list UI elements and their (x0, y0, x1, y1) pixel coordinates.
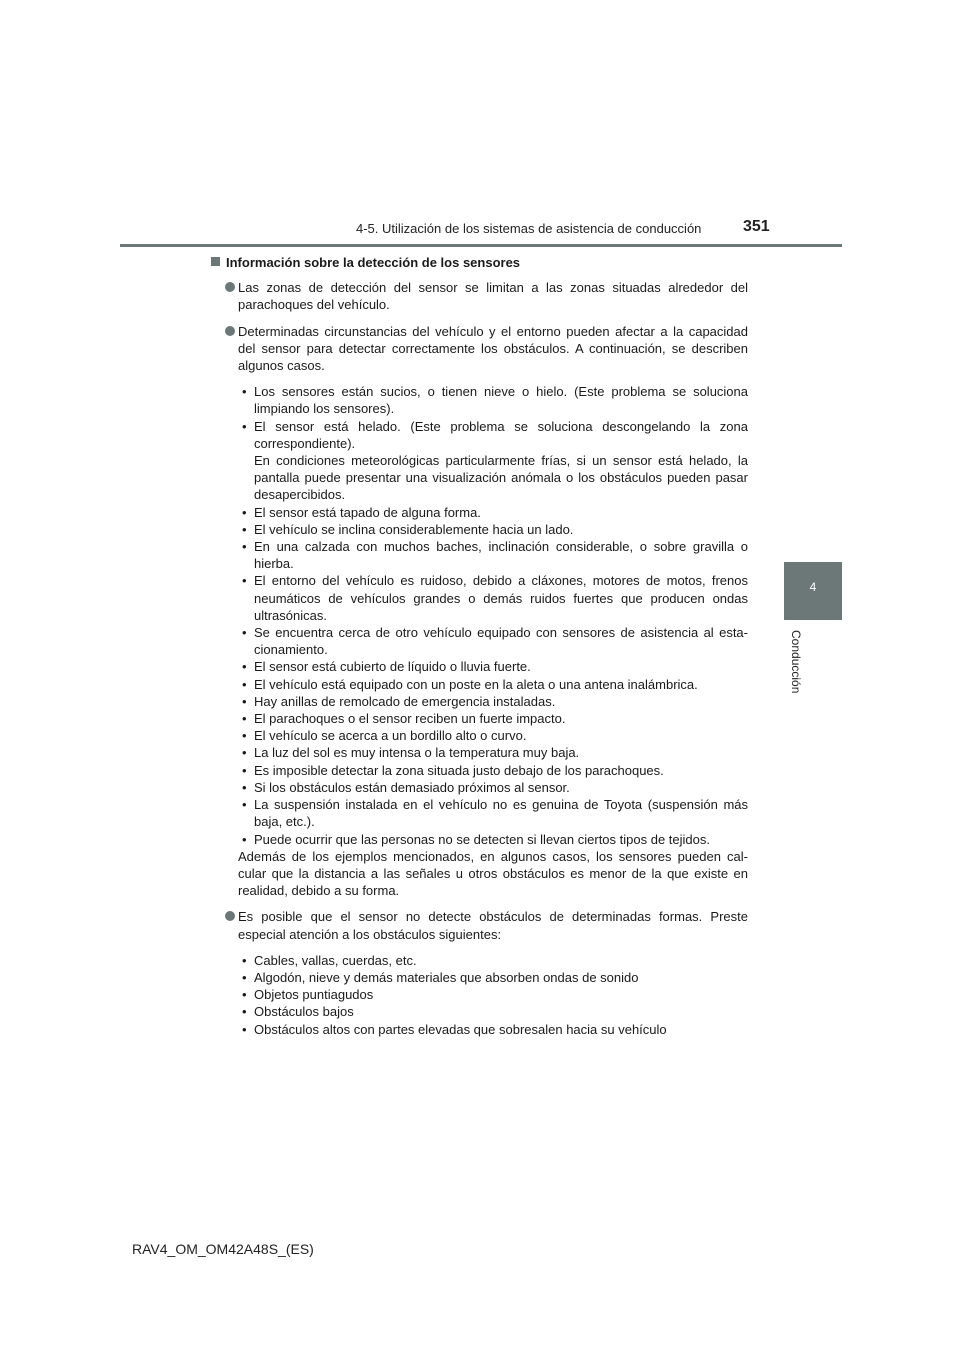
page-content (210, 254, 748, 1038)
list-item: • Se encuentra cerca de otro vehículo equipado con sensores de asistencia al esta-cionamiento. (242, 625, 748, 658)
chapter-label: Conducción (789, 630, 803, 694)
paragraph-shapes (210, 908, 748, 942)
section-heading-text: Información sobre la detección de los sensores (226, 255, 521, 270)
paragraph-text: Es posible que el sensor no detecte obstáculos de determinadas formas. Preste especial atención a los obstáculos siguientes: (238, 909, 748, 942)
section-heading (210, 254, 748, 271)
circle-bullet-icon (225, 911, 235, 921)
page-number: 351 (743, 218, 770, 235)
list-item: • La suspensión instalada en el vehículo no es genuina de Toyota (suspensión más baja, etc.). (242, 797, 748, 830)
note-paragraph: Además de los ejemplos mencionados, en algunos casos, los sensores pueden cal-cular que la distancia a las señales u otros obstáculos es menor de la que existe en realidad, debido a su forma. (238, 848, 748, 899)
chapter-label-container (789, 630, 820, 710)
paragraph-text: Determinadas circunstancias del vehículo y el entorno pueden afectar a la capacidad del sensor para detectar correctamente los obstáculos. A continuación, se describen algunos casos. (238, 323, 748, 374)
circle-bullet-icon (225, 282, 235, 292)
header-rule (120, 244, 842, 247)
list-item: • El sensor está helado. (Este problema se soluciona descongelando la zona correspondiente). En condiciones meteorológicas particularmente frías, si un sensor está helado, la pantalla puede presentar una visualización anómala o los obstáculos pueden pasar desapercibidos. (242, 418, 748, 503)
chapter-number: 4 (809, 580, 817, 594)
list-item-subtext: En condiciones meteorológicas particularmente frías, si un sensor está helado, la pantalla puede presentar una visualización anómala o los obstáculos pueden pasar desapercibidos. (254, 453, 748, 503)
conditions-list (210, 383, 748, 847)
section-title: 4-5. Utilización de los sistemas de asistencia de conducción (356, 221, 702, 236)
list-item: • El entorno del vehículo es ruidoso, debido a cláxones, motores de motos, frenos neumáticos de vehículos grandes o demás ruidos fuertes que producen ondas ultrasónicas. (242, 573, 748, 623)
list-item: • Si los obstáculos están demasiado próximos al sensor. (242, 779, 570, 795)
list-item: • El parachoques o el sensor reciben un fuerte impacto. (242, 711, 566, 727)
list-item: • Objetos puntiagudos (242, 987, 374, 1003)
list-item: • El vehículo se acerca a un bordillo alto o curvo. (242, 728, 527, 744)
list-item: • Es imposible detectar la zona situada justo debajo de los parachoques. (242, 762, 664, 778)
list-item: • El sensor está cubierto de líquido o lluvia fuerte. (242, 659, 531, 675)
list-item: • Obstáculos altos con partes elevadas que sobresalen hacia su vehículo (242, 1021, 667, 1037)
chapter-tab (784, 562, 842, 620)
obstacles-list (210, 952, 748, 1038)
square-bullet-icon (211, 257, 220, 266)
list-item: • La luz del sol es muy intensa o la temperatura muy baja. (242, 745, 580, 761)
document-code: RAV4_OM_OM42A48S_(ES) (132, 1241, 314, 1257)
list-item: • Cables, vallas, cuerdas, etc. (242, 952, 417, 968)
list-item: • Algodón, nieve y demás materiales que absorben ondas de sonido (242, 969, 639, 985)
list-item: • Los sensores están sucios, o tienen nieve o hielo. (Este problema se soluciona limpiando los sensores). (242, 384, 748, 417)
paragraph-detection-zones (210, 279, 748, 313)
list-item: • El vehículo está equipado con un poste en la aleta o una antena inalámbrica. (242, 676, 698, 692)
paragraph-text: Las zonas de detección del sensor se limitan a las zonas situadas alrededor del parachoques del vehículo. (238, 280, 748, 313)
list-item: • El sensor está tapado de alguna forma. (242, 504, 481, 520)
list-item: • En una calzada con muchos baches, inclinación considerable, o sobre gravilla o hierba. (242, 539, 748, 572)
list-item: • Hay anillas de remolcado de emergencia instaladas. (242, 693, 556, 709)
list-item: • El vehículo se inclina considerablemente hacia un lado. (242, 521, 574, 537)
paragraph-conditions (210, 323, 748, 375)
circle-bullet-icon (225, 326, 235, 336)
list-item: • Obstáculos bajos (242, 1004, 354, 1020)
list-item: • Puede ocurrir que las personas no se detecten si llevan ciertos tipos de tejidos. (242, 831, 710, 847)
